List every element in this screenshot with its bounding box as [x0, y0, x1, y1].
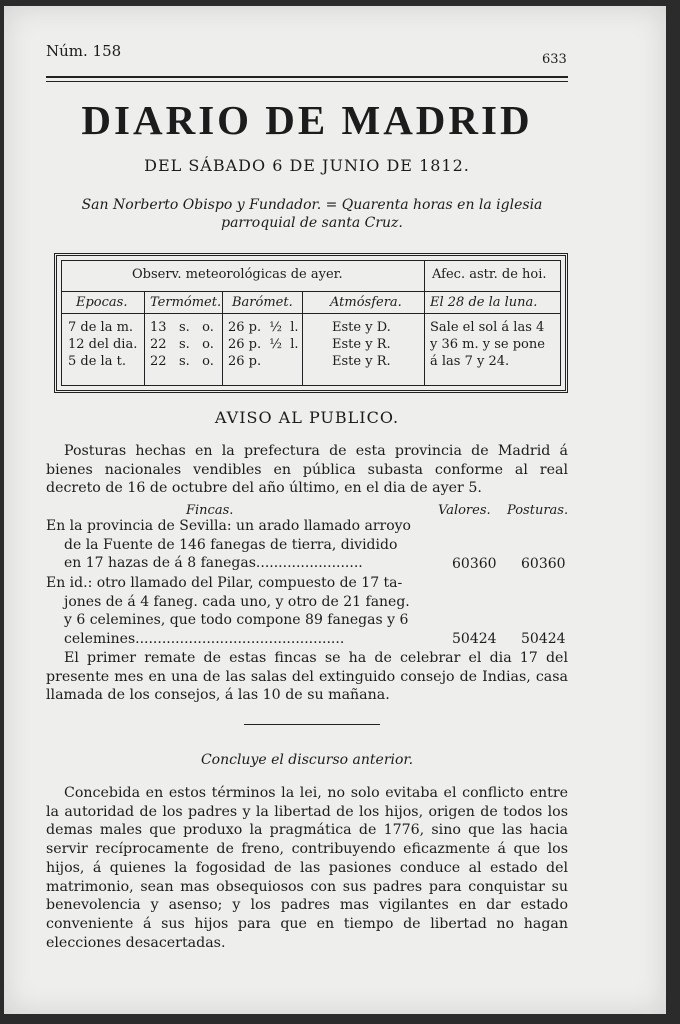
column-header: Atmósfera.: [330, 295, 402, 310]
column-valores: Valores.: [438, 503, 491, 518]
weather-heading: Observ. meteorológicas de ayer.: [132, 267, 343, 282]
table-divider: [62, 313, 560, 314]
notice-heading: AVISO AL PUBLICO.: [214, 408, 400, 427]
notice-intro: Posturas hechas en la prefectura de esta provincia de Madrid á bienes nacionales vendibles en pública subasta conforme al real decreto de 16 de octubre del año último, en el dia de ayer 5.: [46, 443, 568, 497]
issue-date: DEL SÁBADO 6 DE JUNIO DE 1812.: [144, 156, 470, 175]
list-item: En id.: otro llamado del Pilar, compuesto de 17 ta- jones de á 4 faneg. cada uno, y otro de 21 faneg. y 6 celemines, que todo compone 89 fanegas y 6 celemines...............................................: [46, 575, 410, 648]
table-column-line: [424, 261, 425, 385]
column-header: Barómet.: [232, 295, 293, 310]
auction-paragraph: El primer remate de estas fincas se ha de celebrar el dia 17 del presente mes en una de las salas del extinguido consejo de Indias, casa llamada de los consejos, á las 10 de su mañana.: [46, 650, 568, 704]
astro-cell: y 36 m. y se pone: [430, 337, 545, 352]
astro-cell: á las 7 y 24.: [430, 354, 510, 369]
column-header: El 28 de la luna.: [430, 295, 538, 310]
barometer-cell: 26 p. ½ l.: [228, 337, 299, 352]
list-item: En la provincia de Sevilla: un arado llamado arroyo de la Fuente de 146 fanegas de tierra, dividido en 17 hazas de á 8 fanegas........................: [46, 518, 411, 572]
table-row: 5 de la t.: [68, 354, 126, 369]
astro-cell: Sale el sol á las 4: [430, 320, 545, 335]
atmosphere-cell: Este y R.: [332, 337, 391, 352]
table-row: 7 de la m.: [68, 320, 134, 335]
table-column-line: [144, 291, 145, 385]
saints-of-day: San Norberto Obispo y Fundador. = Quarenta horas en la iglesia parroquial de santa Cruz.: [81, 197, 543, 231]
section-divider: [244, 724, 380, 725]
entry-value: 50424: [452, 631, 497, 647]
thermometer-cell: 22 s. o.: [150, 354, 214, 369]
column-header: Termómet.: [150, 295, 222, 310]
discourse-paragraph: Concebida en estos términos la lei, no solo evitaba el conflicto entre la autoridad de los padres y la libertad de los hijos, origen de todos los demas males que produxo la pragmática de 1776, sino que las hacia servir recíprocamente de freno, contribuyendo eficazmente á que los hijos, á quienes la fogosidad de las pasiones conduce al estado del matrimonio, sean mas obsequiosos con sus padres para conquistar su benevolencia y asenso; y los padres mas vigilantes en dar estado conveniente á sus hijos para que en tiempo de libertad no hagan elecciones desacertadas.: [46, 785, 568, 951]
newspaper-page: [4, 6, 666, 1014]
table-column-line: [222, 291, 223, 385]
column-posturas: Posturas.: [507, 503, 569, 518]
thermometer-cell: 22 s. o.: [150, 337, 214, 352]
column-header: Epocas.: [76, 295, 128, 310]
table-column-line: [302, 291, 303, 385]
table-row: 12 del dia.: [68, 337, 138, 352]
entry-bid: 50424: [521, 631, 566, 647]
column-fincas: Fincas.: [186, 503, 234, 518]
table-divider: [62, 291, 560, 292]
barometer-cell: 26 p.: [228, 354, 262, 369]
weather-table: [54, 253, 568, 393]
entry-bid: 60360: [521, 556, 566, 572]
astro-heading: Afec. astr. de hoi.: [432, 267, 547, 282]
entry-value: 60360: [452, 556, 497, 572]
atmosphere-cell: Este y R.: [332, 354, 391, 369]
top-rule: [46, 76, 568, 78]
thermometer-cell: 13 s. o.: [150, 320, 214, 335]
issue-number: Núm. 158: [46, 42, 122, 60]
section-heading: Concluye el discurso anterior.: [200, 752, 414, 768]
barometer-cell: 26 p. ½ l.: [228, 320, 299, 335]
top-rule-thin: [46, 81, 568, 82]
newspaper-title: DIARIO DE MADRID: [81, 97, 533, 143]
atmosphere-cell: Este y D.: [332, 320, 391, 335]
page-number: 633: [542, 52, 567, 67]
